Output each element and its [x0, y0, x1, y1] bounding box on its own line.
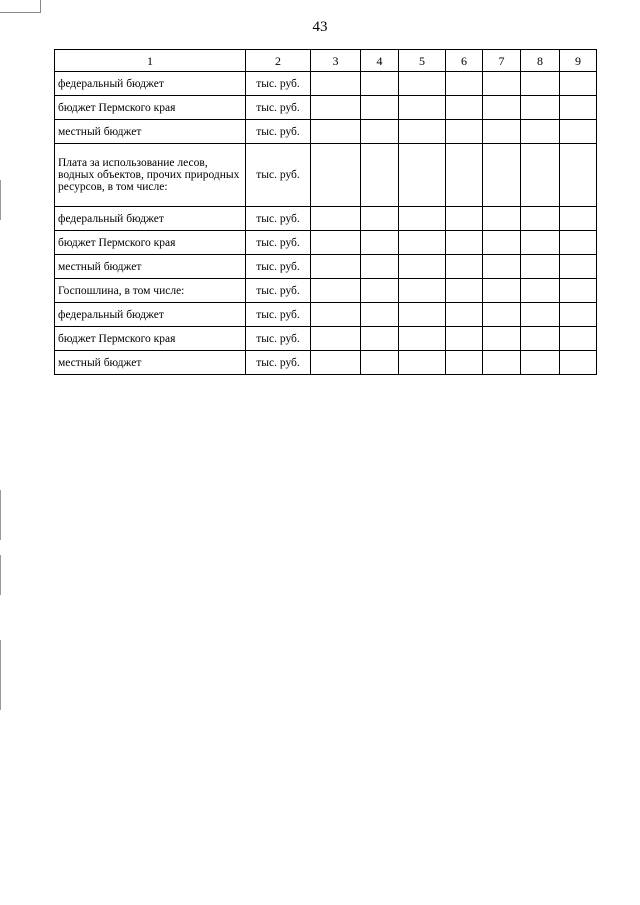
- row-unit: тыс. руб.: [246, 231, 311, 255]
- empty-cell: [483, 351, 521, 375]
- empty-cell: [560, 96, 597, 120]
- row-label: бюджет Пермского края: [55, 96, 246, 120]
- empty-cell: [446, 207, 483, 231]
- column-header: 9: [560, 50, 597, 72]
- row-label: Плата за использование лесов, водных объектов, прочих природных ресурсов, в том числе:: [55, 144, 246, 207]
- empty-cell: [311, 72, 361, 96]
- empty-cell: [483, 72, 521, 96]
- empty-cell: [521, 303, 560, 327]
- empty-cell: [483, 120, 521, 144]
- empty-cell: [399, 303, 446, 327]
- empty-cell: [483, 144, 521, 207]
- empty-cell: [560, 327, 597, 351]
- empty-cell: [560, 255, 597, 279]
- empty-cell: [446, 351, 483, 375]
- empty-cell: [521, 327, 560, 351]
- column-header: 4: [361, 50, 399, 72]
- table-row: [55, 327, 597, 351]
- row-unit: тыс. руб.: [246, 255, 311, 279]
- row-label: местный бюджет: [55, 351, 246, 375]
- empty-cell: [399, 120, 446, 144]
- empty-cell: [399, 231, 446, 255]
- empty-cell: [361, 327, 399, 351]
- empty-cell: [311, 207, 361, 231]
- row-label: федеральный бюджет: [55, 72, 246, 96]
- empty-cell: [361, 72, 399, 96]
- empty-cell: [560, 279, 597, 303]
- column-header: 7: [483, 50, 521, 72]
- empty-cell: [560, 303, 597, 327]
- empty-cell: [560, 231, 597, 255]
- row-unit: тыс. руб.: [246, 144, 311, 207]
- empty-cell: [560, 144, 597, 207]
- empty-cell: [361, 96, 399, 120]
- empty-cell: [483, 231, 521, 255]
- column-header: 1: [55, 50, 246, 72]
- table-row: [55, 72, 597, 96]
- empty-cell: [361, 303, 399, 327]
- row-label: местный бюджет: [55, 255, 246, 279]
- empty-cell: [311, 144, 361, 207]
- table-header-row: [55, 50, 597, 72]
- row-label: бюджет Пермского края: [55, 231, 246, 255]
- row-unit: тыс. руб.: [246, 207, 311, 231]
- empty-cell: [521, 72, 560, 96]
- page-number: 43: [312, 19, 328, 35]
- empty-cell: [399, 96, 446, 120]
- empty-cell: [311, 255, 361, 279]
- column-header: 6: [446, 50, 483, 72]
- scan-corner-mark: [0, 0, 41, 13]
- empty-cell: [483, 279, 521, 303]
- empty-cell: [560, 351, 597, 375]
- column-header: 8: [521, 50, 560, 72]
- row-label: федеральный бюджет: [55, 303, 246, 327]
- row-label: местный бюджет: [55, 120, 246, 144]
- table-row: [55, 120, 597, 144]
- empty-cell: [446, 96, 483, 120]
- budget-table: [54, 49, 597, 375]
- row-label: Госпошлина, в том числе:: [55, 279, 246, 303]
- column-header: 3: [311, 50, 361, 72]
- empty-cell: [560, 120, 597, 144]
- table-row: [55, 303, 597, 327]
- empty-cell: [399, 72, 446, 96]
- row-unit: тыс. руб.: [246, 279, 311, 303]
- empty-cell: [361, 231, 399, 255]
- column-header: 5: [399, 50, 446, 72]
- empty-cell: [399, 327, 446, 351]
- row-unit: тыс. руб.: [246, 327, 311, 351]
- table-row: [55, 351, 597, 375]
- empty-cell: [311, 120, 361, 144]
- empty-cell: [446, 303, 483, 327]
- empty-cell: [521, 279, 560, 303]
- row-unit: тыс. руб.: [246, 120, 311, 144]
- empty-cell: [521, 231, 560, 255]
- empty-cell: [446, 279, 483, 303]
- empty-cell: [361, 351, 399, 375]
- row-label: федеральный бюджет: [55, 207, 246, 231]
- empty-cell: [483, 255, 521, 279]
- empty-cell: [399, 351, 446, 375]
- empty-cell: [361, 120, 399, 144]
- empty-cell: [311, 231, 361, 255]
- empty-cell: [521, 120, 560, 144]
- empty-cell: [446, 231, 483, 255]
- empty-cell: [521, 144, 560, 207]
- empty-cell: [446, 72, 483, 96]
- empty-cell: [483, 327, 521, 351]
- scan-edge-mark: [0, 490, 1, 540]
- row-unit: тыс. руб.: [246, 351, 311, 375]
- empty-cell: [311, 303, 361, 327]
- empty-cell: [446, 120, 483, 144]
- scan-edge-mark: [0, 640, 1, 710]
- table-row: [55, 207, 597, 231]
- empty-cell: [521, 255, 560, 279]
- empty-cell: [521, 96, 560, 120]
- empty-cell: [483, 96, 521, 120]
- empty-cell: [399, 207, 446, 231]
- empty-cell: [311, 327, 361, 351]
- empty-cell: [311, 351, 361, 375]
- empty-cell: [361, 144, 399, 207]
- empty-cell: [399, 144, 446, 207]
- scan-edge-mark: [0, 180, 1, 220]
- table-row: [55, 96, 597, 120]
- column-header: 2: [246, 50, 311, 72]
- table-row: [55, 279, 597, 303]
- empty-cell: [446, 327, 483, 351]
- empty-cell: [311, 96, 361, 120]
- table-row: [55, 255, 597, 279]
- empty-cell: [361, 207, 399, 231]
- empty-cell: [361, 279, 399, 303]
- table-row: [55, 231, 597, 255]
- empty-cell: [399, 279, 446, 303]
- empty-cell: [560, 72, 597, 96]
- empty-cell: [521, 351, 560, 375]
- row-unit: тыс. руб.: [246, 303, 311, 327]
- empty-cell: [399, 255, 446, 279]
- row-unit: тыс. руб.: [246, 96, 311, 120]
- empty-cell: [361, 255, 399, 279]
- empty-cell: [483, 207, 521, 231]
- empty-cell: [446, 144, 483, 207]
- table-row: [55, 144, 597, 207]
- empty-cell: [311, 279, 361, 303]
- empty-cell: [483, 303, 521, 327]
- empty-cell: [446, 255, 483, 279]
- scan-edge-mark: [0, 555, 1, 595]
- row-label: бюджет Пермского края: [55, 327, 246, 351]
- empty-cell: [521, 207, 560, 231]
- empty-cell: [560, 207, 597, 231]
- row-unit: тыс. руб.: [246, 72, 311, 96]
